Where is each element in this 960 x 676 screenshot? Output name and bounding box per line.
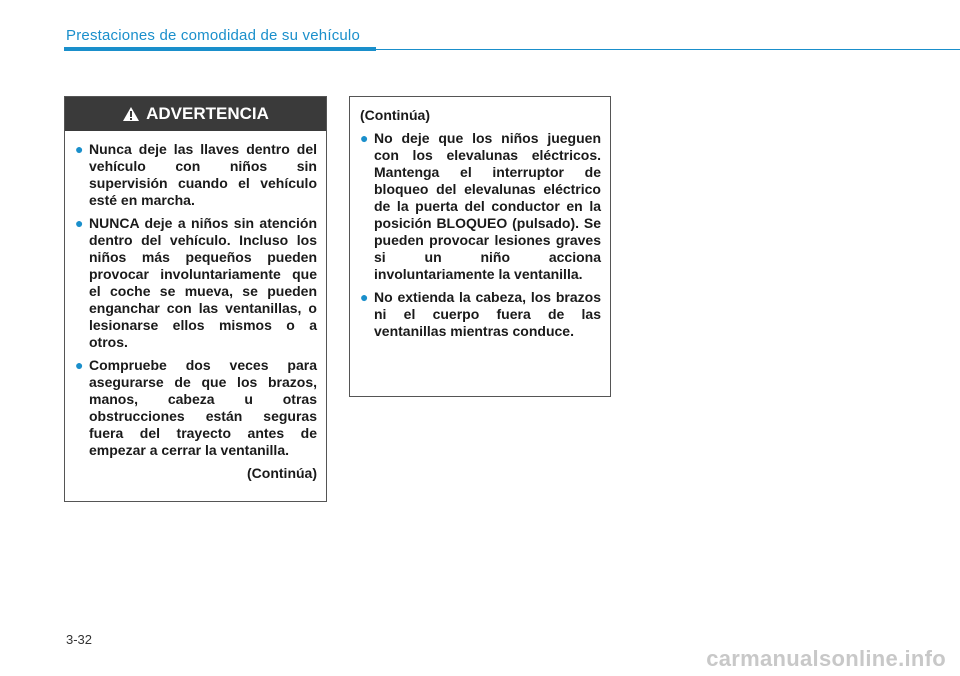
header-rule-thick [64, 47, 376, 51]
warning-item-text: Nunca deje las llaves dentro del vehículo con niños sin supervisión cuando el vehículo esté en marcha. [89, 141, 317, 208]
continued-warning-box [349, 96, 611, 397]
warning-item [360, 289, 601, 340]
bullet-icon: ● [75, 215, 84, 231]
warning-header [65, 97, 326, 131]
bullet-icon: ● [360, 130, 369, 146]
page-number: 3-32 [66, 632, 93, 647]
warning-item [75, 215, 317, 351]
continues-label: (Continúa) [247, 465, 317, 481]
warning-heading: ADVERTENCIA [146, 104, 269, 123]
watermark: carmanualsonline.info [706, 646, 946, 671]
warning-item-text: NUNCA deje a niños sin atención dentro del vehículo. Incluso los niños más pequeños pueden provocar involuntariamente que el coche se mueva, se pueden enganchar con las ventanillas, o lesionarse ellos mismos o a otros. [89, 215, 317, 350]
continued-heading: (Continúa) [360, 107, 430, 123]
warning-box [64, 96, 327, 502]
warning-triangle-icon [122, 106, 140, 122]
warning-item [360, 130, 601, 283]
warning-item-text: No deje que los niños jueguen con los elevalunas eléctricos. Mantenga el interruptor de bloqueo del elevalunas eléctrico de la puerta del conductor en la posición BLOQUEO (pulsado). Se pueden provocar lesiones graves si un niño acciona involuntariamente la ventanilla. [374, 130, 601, 282]
continued-content [350, 97, 610, 340]
section-title: Prestaciones de comodidad de su vehículo [66, 27, 361, 44]
warning-item-text: No extienda la cabeza, los brazos ni el cuerpo fuera de las ventanillas mientras conduce. [374, 289, 601, 339]
bullet-icon: ● [360, 289, 369, 305]
bullet-icon: ● [75, 357, 84, 373]
warning-content [65, 131, 326, 482]
header-rule-thin [376, 49, 960, 50]
warning-item [75, 357, 317, 459]
warning-item [75, 141, 317, 209]
bullet-icon: ● [75, 141, 84, 157]
warning-item-text: Compruebe dos veces para asegurarse de que los brazos, manos, cabeza u otras obstrucciones están seguras fuera del trayecto antes de empezar a cerrar la ventanilla. [89, 357, 317, 458]
